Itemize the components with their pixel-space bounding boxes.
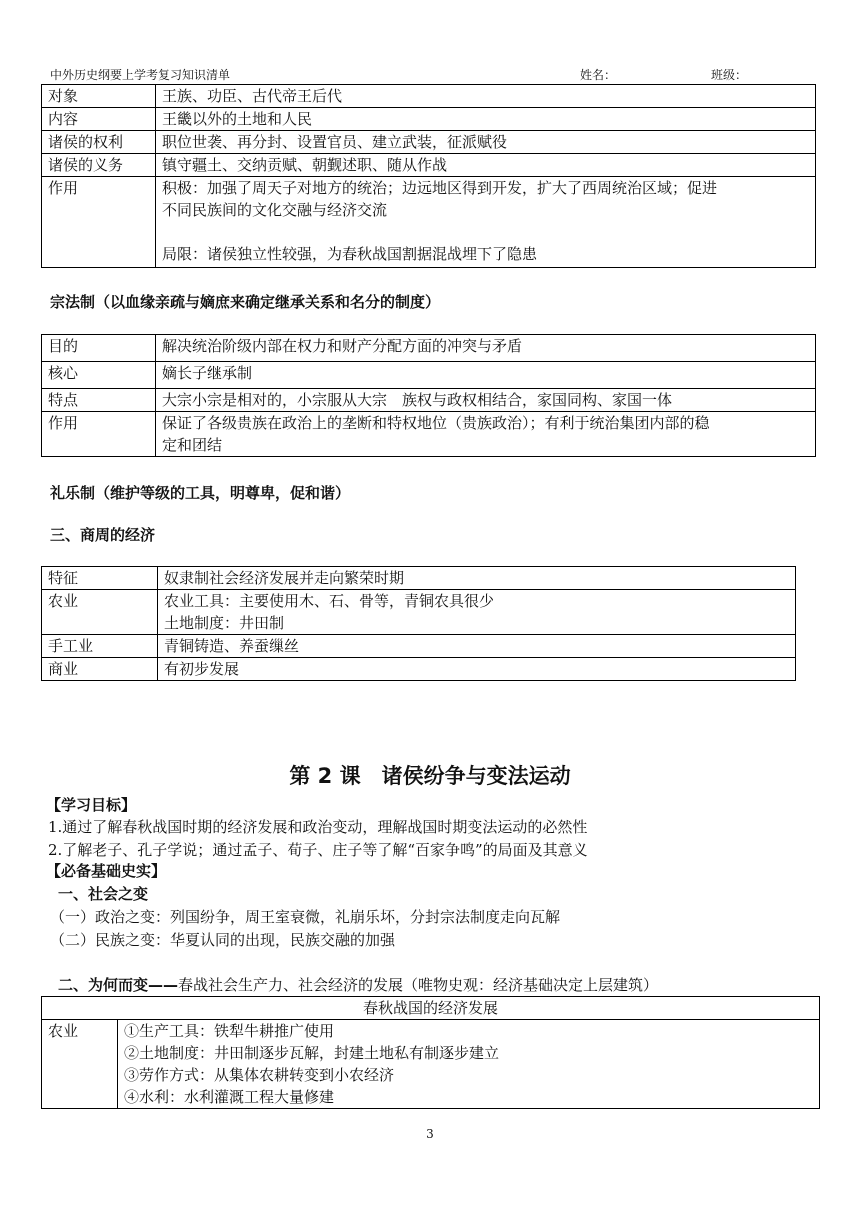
content-line: 局限：诸侯独立性较强，为春秋战国割据混战埋下了隐患 bbox=[162, 245, 538, 263]
zongfa-table bbox=[41, 334, 816, 457]
row-content bbox=[156, 177, 816, 268]
content-line: 农业工具：主要使用木、石、骨等，青铜农具很少 bbox=[164, 592, 495, 610]
basics-heading: 【必备基础史实】 bbox=[46, 862, 167, 880]
row-label: 对象 bbox=[42, 85, 156, 108]
row-content: 嫡长子继承制 bbox=[156, 362, 816, 389]
table-row bbox=[42, 389, 816, 412]
row-content: 王畿以外的土地和人民 bbox=[156, 108, 816, 131]
row-content: 青铜铸造、养蚕缫丝 bbox=[158, 635, 796, 658]
table-row bbox=[42, 590, 796, 635]
content-line: 积极：加强了周天子对地方的统治；边远地区得到开发，扩大了西周统治区域；促进 bbox=[162, 179, 718, 197]
fengjian-table bbox=[41, 84, 816, 268]
row-label: 商业 bbox=[42, 658, 158, 681]
row-label: 内容 bbox=[42, 108, 156, 131]
goals-heading: 【学习目标】 bbox=[46, 796, 137, 814]
sec1-item: （一）政治之变：列国纷争，周王室衰微，礼崩乐坏，分封宗法制度走向瓦解 bbox=[50, 908, 561, 926]
doc-title: 中外历史纲要上学考复习知识清单 bbox=[50, 68, 231, 82]
page-number: 3 bbox=[426, 1127, 434, 1141]
table-row bbox=[42, 362, 816, 389]
table-row bbox=[42, 1020, 820, 1109]
table-row bbox=[42, 177, 816, 268]
content-blank-line bbox=[162, 221, 809, 243]
liyue-heading: 礼乐制（维护等级的工具，明尊卑，促和谐） bbox=[50, 484, 351, 502]
content-line: 不同民族间的文化交融与经济交流 bbox=[162, 201, 388, 219]
table-row bbox=[42, 658, 796, 681]
sec2-heading bbox=[58, 974, 658, 996]
row-label: 特点 bbox=[42, 389, 156, 412]
row-content: 奴隶制社会经济发展并走向繁荣时期 bbox=[158, 567, 796, 590]
goal-item: 1.通过了解春秋战国时期的经济发展和政治变动，理解战国时期变法运动的必然性 bbox=[48, 818, 588, 836]
table-row bbox=[42, 635, 796, 658]
chunqiu-table bbox=[41, 996, 820, 1109]
table-row bbox=[42, 154, 816, 177]
row-content: 大宗小宗是相对的，小宗服从大宗 族权与政权相结合，家国同构、家国一体 bbox=[156, 389, 816, 412]
row-content: 镇守疆土、交纳贡赋、朝觐述职、随从作战 bbox=[156, 154, 816, 177]
sec1-heading: 一、社会之变 bbox=[58, 885, 149, 903]
content-line: ①生产工具：铁犁牛耕推广使用 bbox=[124, 1022, 335, 1040]
sec2-heading-rest: 春战社会生产力、社会经济的发展（唯物史观：经济基础决定上层建筑） bbox=[178, 976, 659, 994]
row-content bbox=[156, 412, 816, 457]
content-line: 定和团结 bbox=[162, 436, 223, 454]
table-caption-row bbox=[42, 997, 820, 1020]
row-label: 目的 bbox=[42, 335, 156, 362]
row-label: 核心 bbox=[42, 362, 156, 389]
sec1-item: （二）民族之变：华夏认同的出现，民族交融的加强 bbox=[50, 931, 396, 949]
content-line: 保证了各级贵族在政治上的垄断和特权地位（贵族政治）；有利于统治集团内部的稳 bbox=[162, 414, 710, 432]
row-label: 农业 bbox=[42, 1020, 118, 1109]
class-label: 班级： bbox=[711, 68, 748, 82]
row-label: 作用 bbox=[42, 177, 156, 268]
row-content: 有初步发展 bbox=[158, 658, 796, 681]
lesson-title: 第 2 课 诸侯纷争与变法运动 bbox=[289, 764, 571, 788]
sec2-heading-bold: 二、为何而变—— bbox=[58, 976, 179, 994]
content-line: 土地制度：井田制 bbox=[164, 614, 285, 632]
row-label: 诸侯的义务 bbox=[42, 154, 156, 177]
table-row bbox=[42, 108, 816, 131]
table-row bbox=[42, 567, 796, 590]
table-row bbox=[42, 131, 816, 154]
row-content bbox=[158, 590, 796, 635]
row-label: 特征 bbox=[42, 567, 158, 590]
table-row bbox=[42, 335, 816, 362]
row-content: 职位世袭、再分封、设置官员、建立武装，征派赋役 bbox=[156, 131, 816, 154]
table-row bbox=[42, 412, 816, 457]
economy-table bbox=[41, 566, 796, 681]
row-label: 诸侯的权利 bbox=[42, 131, 156, 154]
row-content: 王族、功臣、古代帝王后代 bbox=[156, 85, 816, 108]
content-line: ③劳作方式：从集体农耕转变到小农经济 bbox=[124, 1066, 395, 1084]
table-row bbox=[42, 85, 816, 108]
zongfa-heading: 宗法制（以血缘亲疏与嫡庶来确定继承关系和名分的制度） bbox=[50, 293, 441, 311]
row-content bbox=[118, 1020, 820, 1109]
row-label: 手工业 bbox=[42, 635, 158, 658]
row-label: 农业 bbox=[42, 590, 158, 635]
row-label: 作用 bbox=[42, 412, 156, 457]
row-content: 解决统治阶级内部在权力和财产分配方面的冲突与矛盾 bbox=[156, 335, 816, 362]
content-line: ④水利：水利灌溉工程大量修建 bbox=[124, 1088, 335, 1106]
goal-item: 2.了解老子、孔子学说；通过孟子、荀子、庄子等了解“百家争鸣”的局面及其意义 bbox=[48, 841, 588, 859]
content-line: ②土地制度：井田制逐步瓦解，封建土地私有制逐步建立 bbox=[124, 1044, 500, 1062]
table-caption: 春秋战国的经济发展 bbox=[42, 997, 820, 1020]
economy-heading: 三、商周的经济 bbox=[50, 526, 156, 544]
name-label: 姓名： bbox=[580, 68, 617, 82]
